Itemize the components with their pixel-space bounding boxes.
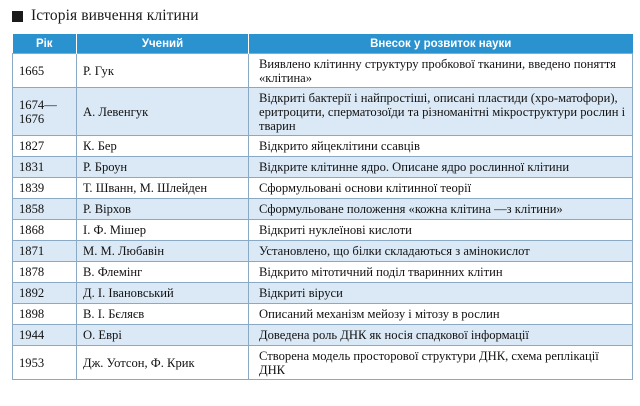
- year-cell: 1892: [13, 283, 77, 304]
- contribution-cell: Установлено, що білки складаються з амінокислот: [249, 241, 633, 262]
- scientist-cell: В. І. Бєляєв: [77, 304, 249, 325]
- year-cell: 1868: [13, 220, 77, 241]
- scientist-cell: Т. Шванн, М. Шлейден: [77, 178, 249, 199]
- table-row: [13, 283, 633, 304]
- square-bullet-icon: [12, 11, 23, 22]
- year-cell: 1898: [13, 304, 77, 325]
- year-cell: 1674—1676: [13, 88, 77, 136]
- year-cell: 1858: [13, 199, 77, 220]
- year-cell: 1827: [13, 136, 77, 157]
- table-header-row: [13, 34, 633, 54]
- year-cell: 1665: [13, 54, 77, 88]
- year-cell: 1831: [13, 157, 77, 178]
- year-cell: 1953: [13, 346, 77, 380]
- contribution-cell: Виявлено клітинну структуру пробкової тканини, введено поняття «клітина»: [249, 54, 633, 88]
- scientist-cell: Дж. Уотсон, Ф. Крик: [77, 346, 249, 380]
- section-title: Історія вивчення клітини: [31, 7, 199, 24]
- table-row: [13, 88, 633, 136]
- section-heading: [12, 3, 199, 29]
- table-row: [13, 136, 633, 157]
- contribution-cell: Сформульовані основи клітинної теорії: [249, 178, 633, 199]
- contribution-cell: Відкрито яйцеклітини ссавців: [249, 136, 633, 157]
- scientist-cell: Р. Броун: [77, 157, 249, 178]
- table-row: [13, 157, 633, 178]
- table-row: [13, 325, 633, 346]
- year-cell: 1871: [13, 241, 77, 262]
- year-cell: 1944: [13, 325, 77, 346]
- table-row: [13, 178, 633, 199]
- contribution-cell: Сформульоване положення «кожна клітина —з клітини»: [249, 199, 633, 220]
- scientist-cell: К. Бер: [77, 136, 249, 157]
- header-scientist: Учений: [77, 34, 249, 54]
- scientist-cell: М. М. Любавін: [77, 241, 249, 262]
- table-row: [13, 346, 633, 380]
- table-row: [13, 54, 633, 88]
- contribution-cell: Створена модель просторової структури ДНК, схема реплікації ДНК: [249, 346, 633, 380]
- scientist-cell: І. Ф. Мішер: [77, 220, 249, 241]
- scientist-cell: А. Левенгук: [77, 88, 249, 136]
- scientist-cell: Р. Гук: [77, 54, 249, 88]
- scientist-cell: В. Флемінг: [77, 262, 249, 283]
- year-cell: 1839: [13, 178, 77, 199]
- header-year: Рік: [13, 34, 77, 54]
- year-cell: 1878: [13, 262, 77, 283]
- scientist-cell: О. Еврі: [77, 325, 249, 346]
- contribution-cell: Відкрите клітинне ядро. Описане ядро рослинної клітини: [249, 157, 633, 178]
- history-table: [12, 34, 633, 380]
- contribution-cell: Відкриті віруси: [249, 283, 633, 304]
- contribution-cell: Відкриті бактерії і найпростіші, описані пластиди (хро-матофори), еритроцити, сперматозоїди та різноманітні мікроструктури рослин і тварин: [249, 88, 633, 136]
- header-contribution: Внесок у розвиток науки: [249, 34, 633, 54]
- table-row: [13, 262, 633, 283]
- table-row: [13, 241, 633, 262]
- scientist-cell: Р. Вірхов: [77, 199, 249, 220]
- table-row: [13, 220, 633, 241]
- table-row: [13, 304, 633, 325]
- contribution-cell: Відкриті нуклеїнові кислоти: [249, 220, 633, 241]
- contribution-cell: Відкрито мітотичний поділ тваринних клітин: [249, 262, 633, 283]
- contribution-cell: Описаний механізм мейозу і мітозу в рослин: [249, 304, 633, 325]
- contribution-cell: Доведена роль ДНК як носія спадкової інформації: [249, 325, 633, 346]
- scientist-cell: Д. І. Івановський: [77, 283, 249, 304]
- table-row: [13, 199, 633, 220]
